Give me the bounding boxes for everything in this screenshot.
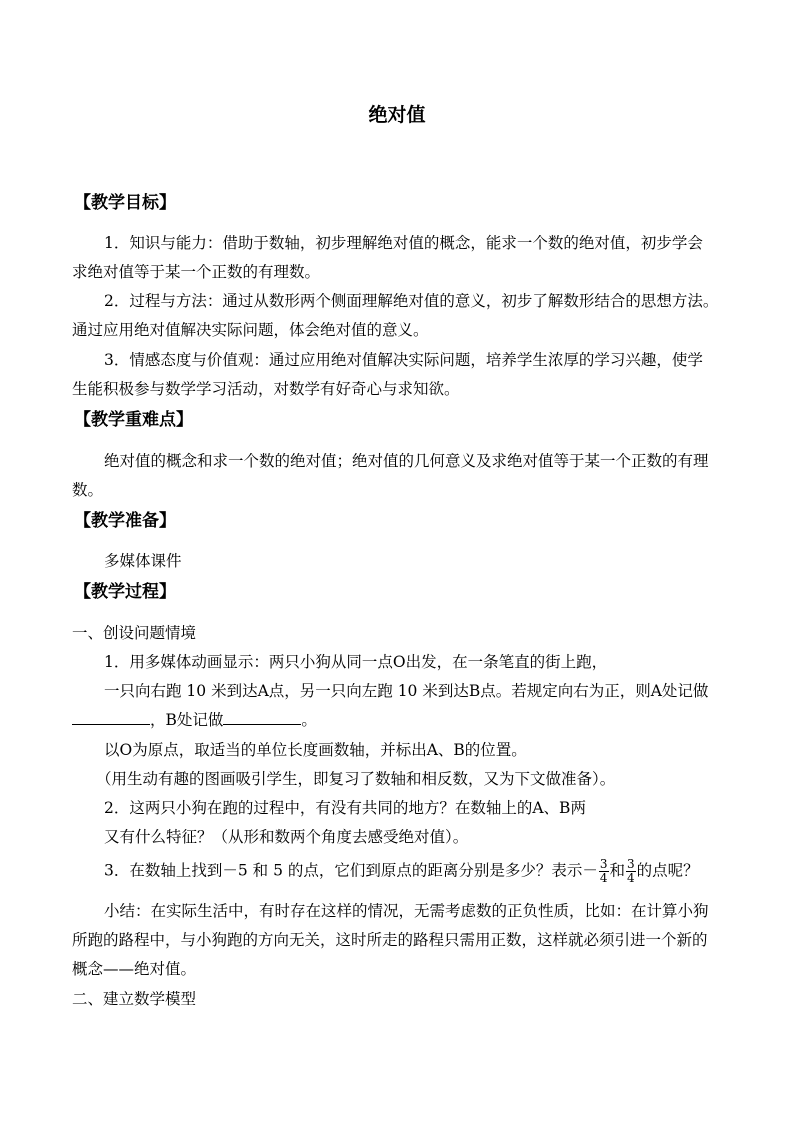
fraction-three-quarters-2: $\frac{3}{4}$	[627, 857, 635, 885]
p1-line-3-end: 。	[301, 711, 317, 729]
p1-line-4: 以O为原点，取适当的单位长度画数轴，并标出A、B的位置。	[104, 741, 527, 759]
goals-line-6: 生能积极参与数学学习活动，对数学有好奇心与求知欲。	[72, 380, 460, 398]
p1-line-5: （用生动有趣的图画吸引学生，即复习了数轴和相反数，又为下文做准备）。	[96, 770, 616, 788]
p1-line-3-mid: ，B处记做	[150, 711, 224, 729]
key-points-heading: 【教学重难点】	[74, 410, 193, 430]
p3-text-a: 3．在数轴上找到－5 和 5 的点，它们到原点的距离分别是多少？表示－	[104, 861, 598, 880]
key-points-line-2: 数。	[72, 481, 104, 499]
summary-line-3: 概念——绝对值。	[72, 960, 197, 978]
fraction-three-quarters-1: $\frac{3}{4}$	[599, 857, 608, 885]
p1-line-3	[72, 710, 317, 730]
key-points-line-1: 绝对值的概念和求一个数的绝对值；绝对值的几何意义及求绝对值等于某一个正数的有理	[104, 452, 709, 470]
p3-line	[104, 858, 699, 885]
goals-line-1: 1．知识与能力：借助于数轴，初步理解绝对值的概念，能求一个数的绝对值，初步学会	[104, 234, 703, 252]
page-title: 绝对值	[368, 104, 426, 126]
answer-blank-a	[72, 710, 150, 725]
p2-line-2: 又有什么特征？（从形和数两个角度去感受绝对值）。	[104, 828, 469, 846]
process-heading: 【教学过程】	[74, 582, 176, 602]
prep-text: 多媒体课件	[104, 552, 182, 570]
goals-heading: 【教学目标】	[74, 193, 176, 213]
part1-title: 一、创设问题情境	[72, 624, 197, 642]
goals-line-3: 2．过程与方法：通过从数形两个侧面理解绝对值的意义，初步了解数形结合的思想方法。	[104, 292, 719, 310]
goals-line-5: 3．情感态度与价值观：通过应用绝对值解决实际问题，培养学生浓厚的学习兴趣，使学	[104, 351, 703, 369]
p1-line-1: 1．用多媒体动画显示：两只小狗从同一点O出发，在一条笔直的街上跑，	[104, 653, 608, 671]
prep-heading: 【教学准备】	[74, 511, 176, 531]
p3-text-b: 和	[609, 861, 626, 880]
summary-line-1: 小结：在实际生活中，有时存在这样的情况，无需考虑数的正负性质，比如：在计算小狗	[104, 902, 709, 920]
goals-line-2: 求绝对值等于某一个正数的有理数。	[72, 263, 321, 281]
goals-line-4: 通过应用绝对值解决实际问题，体会绝对值的意义。	[72, 321, 429, 339]
part2-title: 二、建立数学模型	[72, 990, 197, 1008]
answer-blank-b	[223, 710, 301, 725]
p2-line-1: 2．这两只小狗在跑的过程中，有没有共同的地方？在数轴上的A、B两	[104, 799, 586, 817]
summary-line-2: 所跑的路程中，与小狗跑的方向无关，这时所走的路程只需用正数，这样就必须引进一个新的	[72, 931, 708, 949]
p1-line-2: 一只向右跑 10 米到达A点，另一只向左跑 10 米到达B点。若规定向右为正，则A处记做	[104, 682, 709, 700]
p3-text-c: 的点呢？	[636, 861, 699, 880]
